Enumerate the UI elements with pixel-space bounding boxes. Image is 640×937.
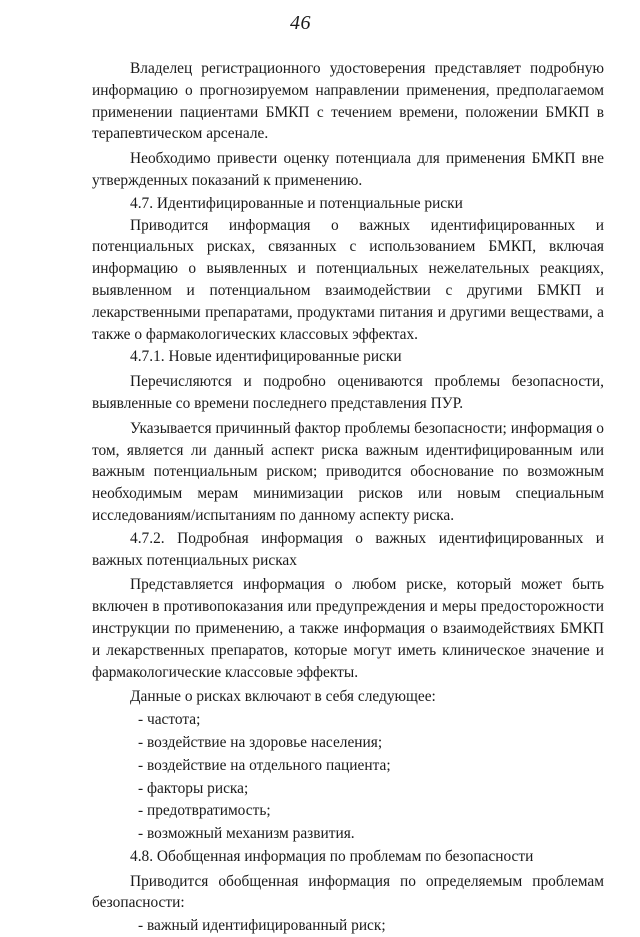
paragraph: Указывается причинный фактор проблемы безопасности; информация о том, является ли данный аспект риска важным идентифицированным или важным потенциальным риском; приводится обоснование по возможным необходимым мерам минимизации рисков или новым специальным исследованиям/испытаниям по данному аспекту риска. <box>92 419 604 524</box>
section-heading: 4.7. Идентифицированные и потенциальные риски <box>130 194 463 212</box>
paragraph: Перечисляются и подробно оцениваются проблемы безопасности, выявленные со времени последнего представления ПУР. <box>92 373 604 412</box>
list-item: - частота; <box>138 711 201 729</box>
list-item: - воздействие на здоровье населения; <box>138 733 383 751</box>
list-item: - предотвратимость; <box>138 802 271 820</box>
paragraph: Приводится информация о важных идентифицированных и потенциальных рисках, связанных с использованием БМКП, включая информацию о выявленных и потенциальных нежелательных реакциях, выявленном и потенциальном взаимодействии с другими БМКП и лекарственными препаратами, продуктами питания и другими веществами, а также о фармакологических классовых эффектах. <box>92 216 604 343</box>
list-item: - возможный механизм развития. <box>138 825 355 843</box>
page-number: 46 <box>290 12 311 34</box>
list-item: - важный идентифицированный риск; <box>138 917 386 935</box>
paragraph: Представляется информация о любом риске, который может быть включен в противопоказания или предупреждения и меры предосторожности инструкции по применению, а также информация о взаимодействиях БМКП и лекарственных препаратов, которые могут иметь клиническое значение и фармакологические классовые эффекты. <box>92 576 604 681</box>
list-item: - факторы риска; <box>138 779 249 797</box>
section-heading: 4.7.1. Новые идентифицированные риски <box>130 348 402 366</box>
list-item: - воздействие на отдельного пациента; <box>138 756 391 774</box>
section-heading: 4.8. Обобщенная информация по проблемам по безопасности <box>130 847 534 865</box>
paragraph: Необходимо привести оценку потенциала для применения БМКП вне утвержденных показаний к применению. <box>92 150 604 189</box>
document-body <box>92 58 604 937</box>
paragraph: Приводится обобщенная информация по определяемым проблемам безопасности: <box>92 872 604 912</box>
section-heading: 4.7.2. Подробная информация о важных идентифицированных и важных потенциальных рисках <box>92 529 604 569</box>
paragraph: Данные о рисках включают в себя следующее: <box>130 688 436 706</box>
paragraph: Владелец регистрационного удостоверения представляет подробную информацию о прогнозируемом направлении применения, предполагаемом применении пациентами БМКП с течением времени, положении БМКП в терапевтическом арсенале. <box>92 60 604 143</box>
